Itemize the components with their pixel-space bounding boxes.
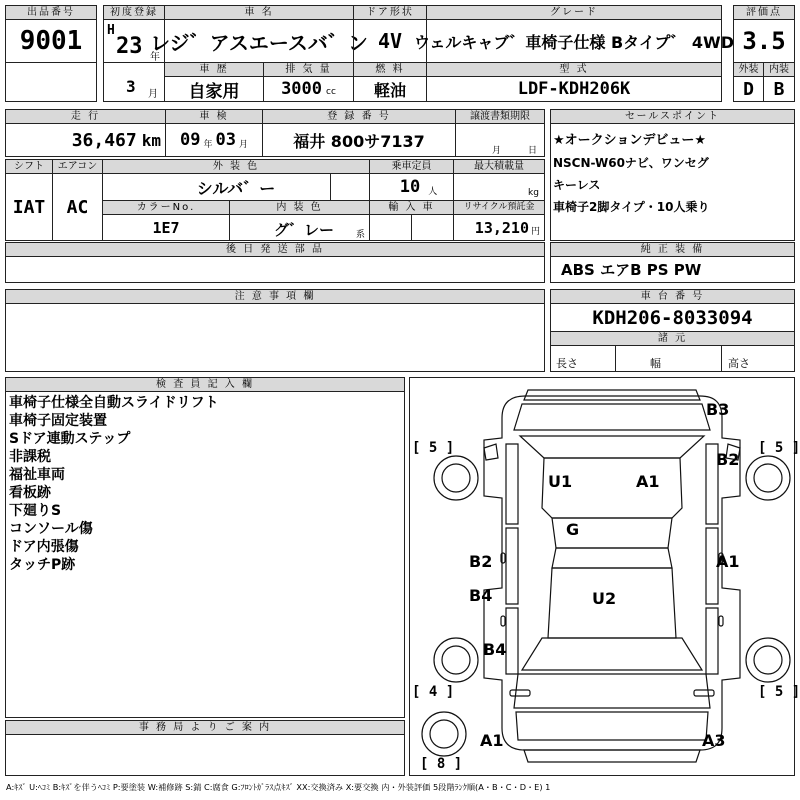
plate-number: 福井 800サ7137 <box>262 123 456 157</box>
mileage-label: 走 行 <box>5 109 166 124</box>
inspection-year: 09 <box>180 130 201 150</box>
colorno-label: カラーNo. <box>102 200 230 215</box>
door-label: ドア形状 <box>353 5 427 20</box>
inspector-note: 車椅子仕様全自動スライドリフト <box>9 395 219 411</box>
mileage: 36,467 <box>71 129 137 151</box>
tire-count-bottom-left: [ 4 ] <box>412 684 455 700</box>
equipment: ABS エアB PS PW <box>550 256 795 283</box>
capacity-unit: 人 <box>428 186 438 197</box>
ac-label: エアコン <box>52 159 103 174</box>
fuel-label: 燃 料 <box>353 62 427 77</box>
tire-count-spare: [ 8 ] <box>420 756 463 772</box>
displacement-cell <box>263 76 354 102</box>
mark-u2: U2 <box>592 589 617 608</box>
recycle-cell <box>453 214 545 241</box>
inspector-note: 非課税 <box>9 449 51 465</box>
inspector-note: ドア内張傷 <box>9 539 79 555</box>
van-outline <box>410 378 794 775</box>
transfer-day-unit: 日 <box>528 146 538 156</box>
height-cell: 高さ <box>721 345 795 372</box>
color-number: 1E7 <box>102 214 230 241</box>
intcolor-cell <box>229 214 370 241</box>
displacement: 3000 <box>281 79 323 99</box>
import-label: 輸 入 車 <box>369 200 454 215</box>
displacement-label: 排 気 量 <box>263 62 354 77</box>
capacity: 10 <box>399 177 421 197</box>
interior-color: グ゛レー <box>274 221 335 239</box>
shift: IAT <box>5 173 53 241</box>
selling-point: キーレス <box>553 178 601 192</box>
inspector-note: Sドア連動ステップ <box>9 431 131 447</box>
maxload-label: 最大積載量 <box>453 159 545 174</box>
intcolor-unit: 系 <box>356 230 366 240</box>
mark-a3: A3 <box>702 731 726 750</box>
inspection-month: 03 <box>215 130 236 150</box>
tire-count-top-left: [ 5 ] <box>412 440 455 456</box>
notes-field <box>5 303 545 372</box>
exterior-grade: D <box>733 76 764 102</box>
lot-number-label: 出品番号 <box>5 5 97 20</box>
inspector-note: 車椅子固定装置 <box>9 413 107 429</box>
inspection-label: 車 検 <box>165 109 263 124</box>
inspection-month-unit: 月 <box>238 139 248 150</box>
recycle-unit: 円 <box>530 226 540 237</box>
recycle-fee: 13,210 <box>474 218 529 237</box>
maxload-cell <box>453 173 545 201</box>
equipment-label: 純 正 装 備 <box>550 242 795 257</box>
mark-g: G <box>566 520 580 539</box>
history: 自家用 <box>164 76 264 102</box>
grade: ウェルキャブ゛車椅子仕様 Bタイプ゛ 4WD <box>426 19 722 63</box>
first-reg-year: 23 <box>116 34 143 59</box>
score: 3.5 <box>733 19 795 63</box>
interior-grade: B <box>763 76 795 102</box>
selling-point: ★オークションデビュー★ <box>553 133 707 148</box>
intcolor-label: 内 装 色 <box>229 200 370 215</box>
transfer-cell <box>455 123 545 157</box>
inspector-note: タッチP跡 <box>9 557 76 573</box>
fuel: 軽油 <box>353 76 427 102</box>
inspector-note: コンソール傷 <box>9 521 93 537</box>
selling-point: 車椅子2脚タイプ・10人乗り <box>553 200 710 214</box>
notes-label: 注 意 事 項 欄 <box>5 289 545 304</box>
office-label: 事 務 局 よ り ご 案 内 <box>5 720 405 735</box>
first-reg-era: H <box>107 23 115 38</box>
damage-diagram <box>409 377 800 776</box>
dims-label: 諸 元 <box>550 331 795 346</box>
later-parts-label: 後 日 発 送 部 品 <box>5 242 545 257</box>
width-cell: 幅 <box>615 345 722 372</box>
inspection-year-unit: 年 <box>203 139 213 150</box>
mark-b4-low: B4 <box>483 640 507 659</box>
mark-b2-left: B2 <box>469 552 493 571</box>
grade-label: グレード <box>426 5 722 20</box>
plate-label: 登 録 番 号 <box>262 109 456 124</box>
transfer-label: 譲渡書類期限 <box>455 109 545 124</box>
lot-number-blank <box>5 62 97 102</box>
model: LDF-KDH206K <box>426 76 722 102</box>
shift-label: シフト <box>5 159 53 174</box>
car-name: レジ゛アスエースバ゛ン <box>164 19 354 63</box>
inspector-notes-box <box>5 391 405 718</box>
month-unit: 月 <box>148 89 158 100</box>
lot-number: 9001 <box>5 19 97 63</box>
displacement-unit: cc <box>326 87 336 97</box>
length-cell: 長さ <box>550 345 616 372</box>
year-unit: 年 <box>150 52 160 63</box>
history-label: 車 歴 <box>164 62 264 77</box>
color-label: 外 装 色 <box>102 159 370 174</box>
model-label: 型 式 <box>426 62 722 77</box>
transfer-month-unit: 月 <box>492 146 502 156</box>
score-label: 評価点 <box>733 5 795 20</box>
tire-count-top-right: [ 5 ] <box>758 440 800 456</box>
tire-count-bottom-right: [ 5 ] <box>758 684 800 700</box>
mark-a1-bottom: A1 <box>480 731 504 750</box>
exterior-label: 外装 <box>733 62 764 77</box>
chassis-label: 車 台 番 号 <box>550 289 795 304</box>
selling-points-label: セールスポイント <box>550 109 795 124</box>
selling-points-box <box>550 123 795 241</box>
maxload-unit: kg <box>528 188 539 198</box>
legend: A:ｷｽﾞ U:ﾍｺﾐ B:ｷｽﾞを伴うﾍｺﾐ P:要塗装 W:補修跡 S:錆 C:腐食 G:ﾌﾛﾝﾄｶﾞﾗｽ点ｷｽﾞ XX:交換済み X:要交換 内・外装評価 5段階ﾗﾝｸ順(A・B・C・D・E) 1 <box>6 782 551 792</box>
inspector-note: 看板跡 <box>9 485 51 501</box>
selling-point: NSCN-W60ナビ、ワンセグ <box>553 156 709 170</box>
import-extra-cell <box>411 214 454 241</box>
first-reg-month: 3 <box>126 77 136 96</box>
mark-a1-right: A1 <box>716 552 740 571</box>
mark-b3: B3 <box>706 400 730 419</box>
chassis-number: KDH206-8033094 <box>550 303 795 332</box>
inspector-note: 下廻りS <box>9 503 62 519</box>
mileage-cell <box>5 123 166 157</box>
door-type: 4V <box>353 19 427 63</box>
inspector-label: 検 査 員 記 入 欄 <box>5 377 405 392</box>
body-color: シルバ゛ー <box>102 173 370 201</box>
mark-b4-left: B4 <box>469 586 493 605</box>
recycle-label: リサイクル預託金 <box>453 200 545 215</box>
mark-b2-top: B2 <box>716 450 740 469</box>
first-reg-label: 初度登録 <box>103 5 165 20</box>
mark-a1-top: A1 <box>636 472 660 491</box>
color-extra-cell <box>330 173 370 201</box>
mileage-unit: km <box>141 130 161 150</box>
inspector-note: 福祉車両 <box>9 467 65 483</box>
first-reg-month-cell <box>103 62 165 102</box>
office-field <box>5 734 405 776</box>
car-name-label: 車 名 <box>164 5 354 20</box>
capacity-label: 乗車定員 <box>369 159 454 174</box>
mark-u1: U1 <box>548 472 573 491</box>
inspection-cell <box>165 123 263 157</box>
later-parts-field <box>5 256 545 283</box>
ac: AC <box>52 173 103 241</box>
interior-label: 内装 <box>763 62 795 77</box>
capacity-cell <box>369 173 454 201</box>
